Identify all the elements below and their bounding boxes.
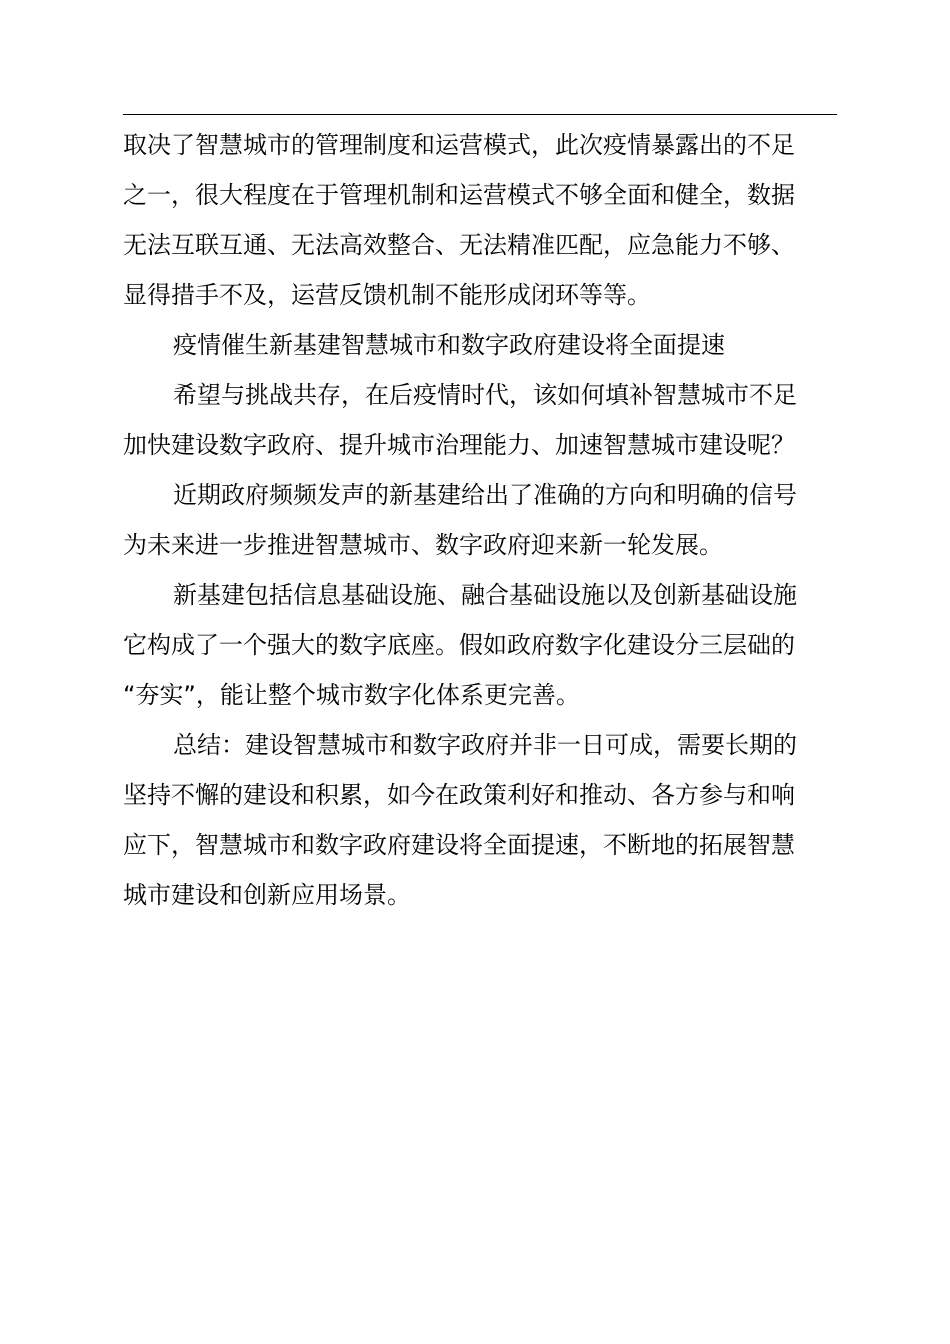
text-line: 近期政府频频发声的新基建给出了准确的方向和明确的信号 bbox=[173, 481, 797, 509]
header-rule bbox=[123, 114, 837, 115]
text-line: 无法互联互通、无法高效整合、无法精准匹配，应急能力不够、 bbox=[123, 231, 795, 259]
text-line: 取决了智慧城市的管理制度和运营模式，此次疫情暴露出的不足 bbox=[123, 131, 795, 159]
text-line: 新基建包括信息基础设施、融合基础设施以及创新基础设施 bbox=[173, 581, 797, 609]
text-line: 城市建设和创新应用场景。 bbox=[123, 881, 411, 909]
section-heading: 疫情催生新基建智慧城市和数字政府建设将全面提速 bbox=[173, 331, 725, 359]
text-line: 加快建设数字政府、提升城市治理能力、加速智慧城市建设呢？ bbox=[123, 431, 795, 459]
text-line: “夯实”，能让整个城市数字化体系更完善。 bbox=[123, 681, 580, 709]
text-line: 之一，很大程度在于管理机制和运营模式不够全面和健全，数据 bbox=[123, 181, 795, 209]
text-line: 应下，智慧城市和数字政府建设将全面提速，不断地的拓展智慧 bbox=[123, 831, 795, 859]
summary-line: 总结：建设智慧城市和数字政府并非一日可成，需要长期的 bbox=[173, 731, 797, 759]
text-line: 显得措手不及，运营反馈机制不能形成闭环等等。 bbox=[123, 281, 651, 309]
text-line: 希望与挑战共存，在后疫情时代，该如何填补智慧城市不足 bbox=[173, 381, 797, 409]
text-line: 坚持不懈的建设和积累，如今在政策利好和推动、各方参与和响 bbox=[123, 781, 795, 809]
body-text bbox=[123, 120, 837, 920]
text-line: 为未来进一步推进智慧城市、数字政府迎来新一轮发展。 bbox=[123, 531, 723, 559]
text-line: 它构成了一个强大的数字底座。假如政府数字化建设分三层础的 bbox=[123, 631, 795, 659]
